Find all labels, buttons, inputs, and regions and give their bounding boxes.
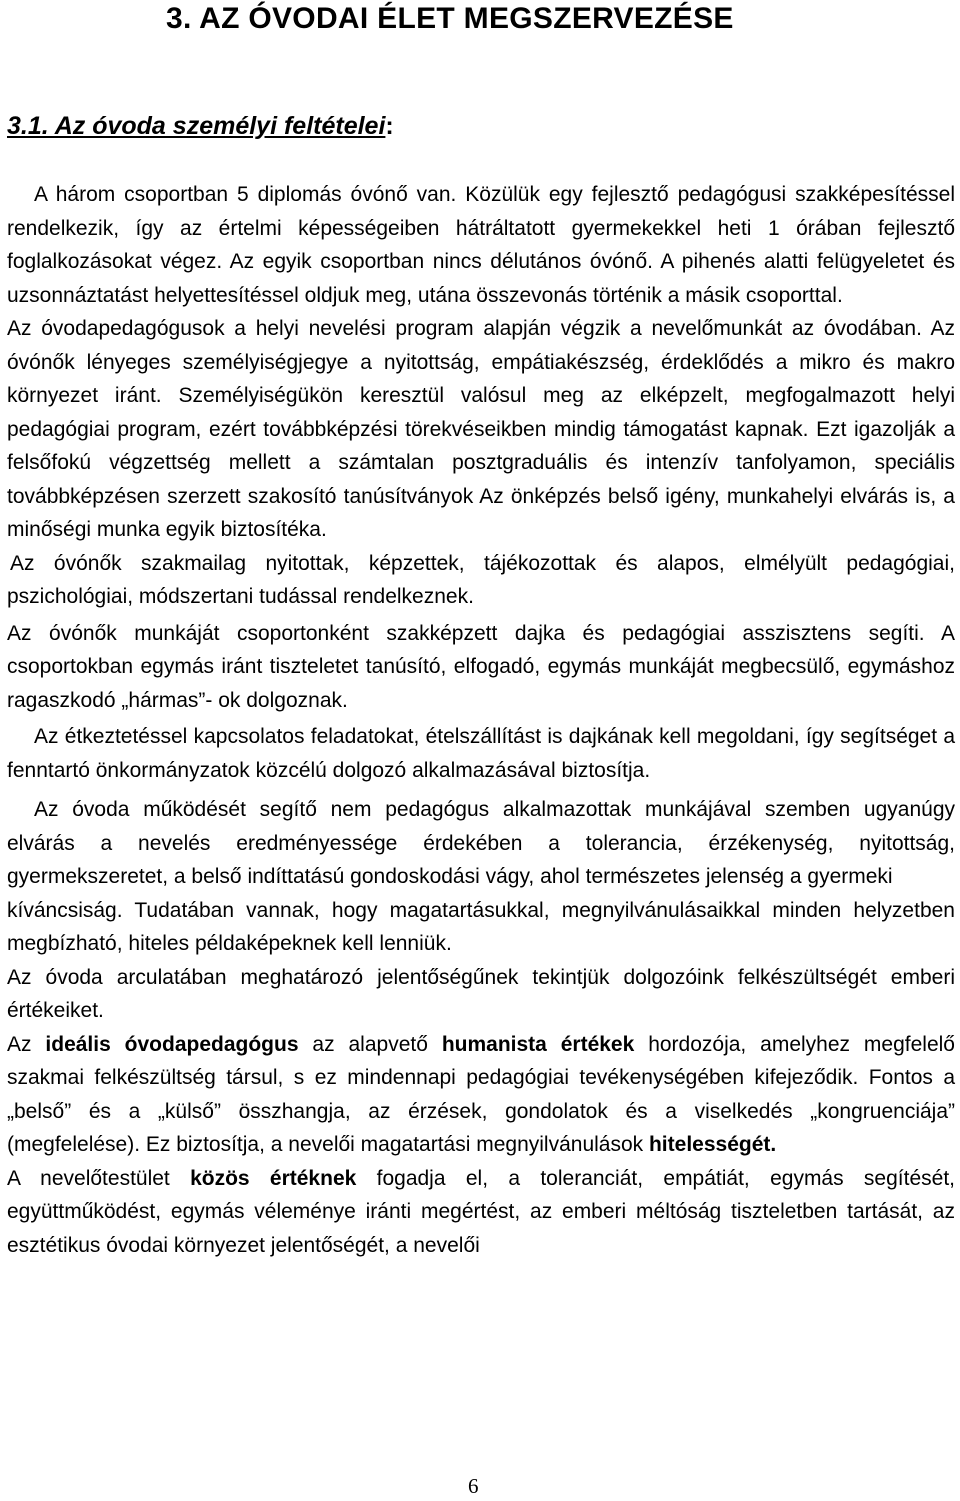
bold-common-value: közös értéknek bbox=[190, 1166, 357, 1190]
paragraph-identity: Az óvoda arculatában meghatározó jelentőségűnek tekintjük dolgozóink felkészültségét emberi értékeiket. bbox=[7, 965, 955, 1022]
bold-authenticity: hitelességét. bbox=[648, 1133, 777, 1156]
text-run: az alapvető bbox=[298, 1032, 442, 1056]
paragraph-catering: Az étkeztetéssel kapcsolatos feladatokat, ételszállítást is dajkának kell megoldani, így segítséget a fenntartó önkormányzatok közcélú dolgozó alkalmazásával biztosítja. bbox=[7, 725, 955, 782]
paragraph-role-models: kíváncsiság. Tudatában vannak, hogy magatartásukkal, megnyilvánulásaikkal minden helyzetben megbízható, hiteles példaképeknek kell lenniük. bbox=[7, 898, 955, 955]
text-run: fogadja el, a toleranciát, empátiát, egymás segítését, együttműködést, egymás véleménye iránti megértést, az emberi méltóság tiszteletben tartását, az esztétikus óvodai környezet jelentőségét, a nevelői bbox=[7, 1166, 955, 1257]
paragraph-teachers: Az óvodapedagógusok a helyi nevelési program alapján végzik a nevelőmunkát az óvodában. Az óvónők lényeges személyiségjegye a nyitottság, empátiakészség, érdeklődés a mikro és makro környezet iránt. Személyiségükön keresztül valósul meg az elképzelt, megfogalmazott helyi pedagógiai program, ezért továbbképzési törekvéseikben mindig támogatást kapnak. Ezt igazolják a felsőfokú végzettség mellett a számtalan posztgraduális és intenzív tanfolyamon, speciális továbbképzésen szerzett szakosító tanúsítványok Az önképzés belső igény, munkahelyi elvárás is, a minőségi munka egyik biztosítéka. bbox=[7, 317, 955, 541]
text-run: hordozója, amelyhez megfelelő szakmai felkészültség társul, s ez mindennapi pedagógiai tevékenységében kifejeződik. Fontos a „belső” és a „külső” összhangja, az érzések, gondolatok és a viselkedés „kongruenciája” (megfelelése). Ez biztosítja, a nevelői magatartási megnyilvánulások bbox=[7, 1032, 955, 1156]
paragraph-knowledge: Az óvónők szakmailag nyitottak, képzettek, tájékozottak és alapos, elmélyült pedagógiai, pszichológiai, módszertani tudással rendelkeznek. bbox=[7, 551, 955, 608]
page-number: 6 bbox=[468, 1474, 479, 1498]
paragraph-ideal-teacher bbox=[7, 1028, 955, 1162]
section-title-text: 3.1. Az óvoda személyi feltételei bbox=[7, 112, 386, 140]
text-run: Az bbox=[7, 1032, 46, 1056]
paragraph-support-staff: Az óvoda működését segítő nem pedagógus alkalmazottak munkájával szemben ugyanúgy elvárás a nevelés eredményessége érdekében a tolerancia, érzékenység, nyitottság, gyermekszeretet, a belső indíttatású gondoskodási vágy, ahol természetes jelenség a gyermeki bbox=[7, 798, 955, 888]
paragraph-assistants: Az óvónők munkáját csoportonként szakképzett dajka és pedagógiai asszisztens segíti. A csoportokban egymás iránt tiszteletet tanúsító, elfogadó, egymás munkáját megbecsülő, egymáshoz ragaszkodó „hármas”- ok dolgoznak. bbox=[7, 621, 955, 712]
bold-humanist-values: humanista értékek bbox=[441, 1032, 635, 1056]
section-title-colon: : bbox=[385, 112, 394, 140]
bold-ideal-teacher: ideális óvodapedagógus bbox=[45, 1032, 299, 1056]
document-body bbox=[7, 178, 955, 1262]
chapter-title: 3. AZ ÓVODAI ÉLET MEGSZERVEZÉSE bbox=[166, 2, 734, 35]
text-run: A nevelőtestület bbox=[7, 1166, 191, 1190]
section-title bbox=[7, 112, 394, 141]
paragraph-common-values bbox=[7, 1162, 955, 1263]
paragraph-staff: A három csoportban 5 diplomás óvónő van. Közülük egy fejlesztő pedagógusi szakképesítéssel rendelkezik, így az értelmi képességeiben hátráltatott gyermekekkel heti 1 órában fejlesztő foglalkozásokat végez. Az egyik csoportban nincs délutános óvónő. A pihenés alatti felügyeletet és uzsonnáztatást helyettesítéssel oldjuk meg, utána összevonás történik a másik csoporttal. bbox=[7, 183, 955, 307]
